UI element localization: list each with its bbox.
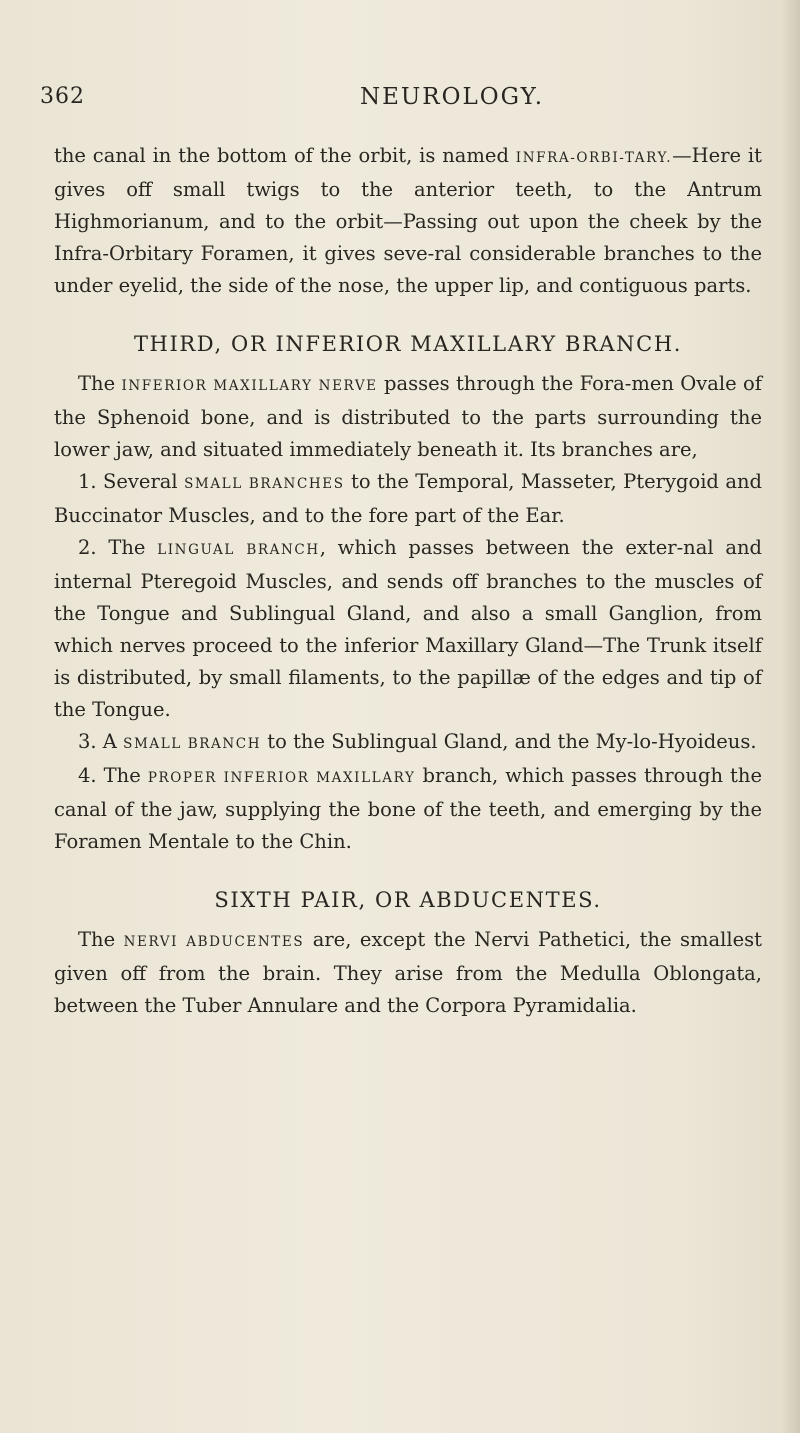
small-caps-term: INFRA-ORBI-TARY. xyxy=(515,150,673,166)
small-caps-term: LINGUAL BRANCH xyxy=(157,542,320,558)
text-run: to the Sublingual Gland, and the My-lo-Hyoideus. xyxy=(261,730,757,753)
text-run: The xyxy=(78,928,124,951)
page-header xyxy=(40,84,760,124)
text-run: the canal in the bottom of the orbit, is named xyxy=(54,144,516,167)
paragraph-infra-orbitary xyxy=(54,140,762,302)
body-text xyxy=(54,140,762,1022)
section-heading-sixth-pair: SIXTH PAIR, OR ABDUCENTES. xyxy=(214,888,602,912)
small-caps-term: PROPER INFERIOR MAXILLARY xyxy=(147,770,416,786)
text-run: The xyxy=(78,372,122,395)
page-number: 362 xyxy=(40,84,85,109)
text-run: 3. A xyxy=(78,730,124,753)
section-heading-third-branch: THIRD, OR INFERIOR MAXILLARY BRANCH. xyxy=(133,332,683,356)
small-caps-term: INFERIOR MAXILLARY NERVE xyxy=(121,378,378,394)
list-item-2 xyxy=(54,532,762,726)
list-item-1 xyxy=(54,466,762,532)
running-title: NEUROLOGY. xyxy=(360,84,545,110)
text-run: to the Temporal, Masseter, Pterygoid and Buccinator Muscles, and to the fore part of the Ear. xyxy=(54,470,762,527)
text-run: —Here it gives off small twigs to the anterior teeth, to the Antrum Highmorianum, and to the orbit—Passing out upon the cheek by the Infra-Orbitary Foramen, it gives seve-ral considerable branches to the under eyelid, the side of the nose, the upper lip, and contiguous parts. xyxy=(54,144,762,297)
small-caps-term: SMALL BRANCH xyxy=(123,736,262,752)
text-run: 2. The xyxy=(78,536,158,559)
paragraph-inferior-maxillary xyxy=(54,368,762,466)
page-edge-shadow xyxy=(782,0,800,1433)
list-item-3 xyxy=(54,726,762,760)
text-run: passes through the Fora-men Ovale of the Sphenoid bone, and is distributed to the parts surrounding the lower jaw, and situated immediately beneath it. Its branches are, xyxy=(54,372,763,461)
small-caps-term: SMALL BRANCHES xyxy=(184,476,345,492)
text-run: , which passes between the exter-nal and internal Pteregoid Muscles, and sends off branches to the muscles of the Tongue and Sublingual Gland, and also a small Ganglion, from which nerves proceed to the inferior Maxillary Gland—The Trunk itself is distributed, by small filaments, to the papillæ of the edges and tip of the Tongue. xyxy=(54,536,763,721)
text-run: branch, which passes through the canal of the jaw, supplying the bone of the teeth, and emerging by the Foramen Mentale to the Chin. xyxy=(54,764,762,853)
text-run: 4. The xyxy=(78,764,148,787)
text-run: are, except the Nervi Pathetici, the smallest given off from the brain. They arise from the Medulla Oblongata, between the Tuber Annulare and the Corpora Pyramidalia. xyxy=(54,928,762,1017)
paragraph-abducentes xyxy=(54,924,762,1022)
list-item-4 xyxy=(54,760,762,858)
text-run: 1. Several xyxy=(78,470,185,493)
small-caps-term: NERVI ABDUCENTES xyxy=(123,934,305,950)
